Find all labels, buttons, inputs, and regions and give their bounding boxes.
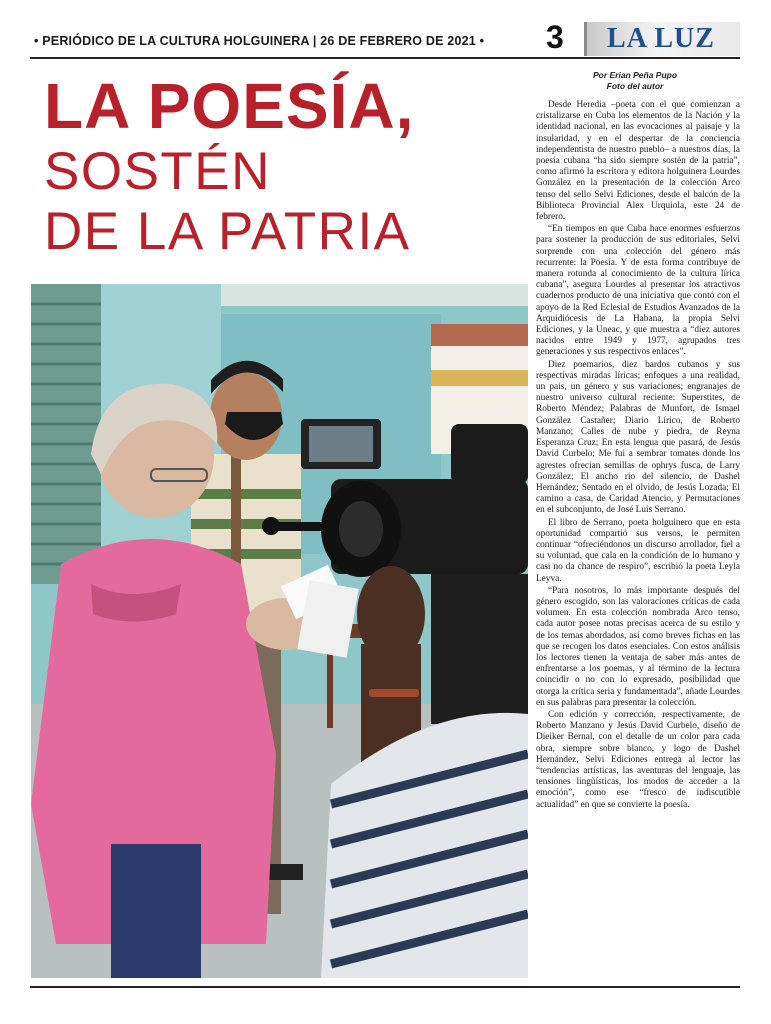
masthead [0, 0, 771, 62]
article-body [536, 100, 740, 980]
article-paragraph: Desde Heredia –poeta con el que comienzan a cristalizarse en Cuba los elementos de la Nación y la identidad nacional, en las evocaciones al paisaje y la insularidad, y en el despertar de la conciencia independentista de nuestro pueblo– a nuestros días, la poesía cubana “ha sido siempre sostén de la patria”, como afirmó la escritora y editora holguinera Lourdes González en la presentación de la colección Arco tenso del sello Selvi Ediciones, desde el balcón de la Biblioteca Provincial Alex Urquiola, este 24 de febrero. [536, 100, 740, 223]
article-paragraph: Diez poemarios, diez bardos cubanos y sus respectivas miradas líricas; enfoques a una realidad, un país, un género y sus variaciones; engranajes de nuestro universo cultural reciente: Superstites, de Roberto Méndez; Palabras de Munfort, de Ismael González Castañer; Diario Lírico, de Roberto Manzano; Calles de nube y piedra, de Reyna Esperanza Cruz; En esta lengua que pasará, de Jesús David Curbelo; Me fui a sembrar tomates donde los agrestes ofrecían semillas de ophrys fusca, de Larry González; El ancho río del silencio, de Dashel Hernández; Sentado en el olvido, de Jesús Lozada; El camino a casa, de Caridad Atencio, y Permutaciones en el subconjunto, de José Luis Serrano. [536, 359, 740, 516]
brand-logo [584, 22, 740, 56]
byline-author: Por Erian Peña Pupo [592, 70, 678, 80]
headline-line-2: SOSTÉN [44, 142, 271, 201]
headline [44, 70, 524, 262]
headline-line-3: DE LA PATRIA [44, 202, 411, 261]
bottom-divider [30, 986, 740, 988]
photo-illustration [31, 284, 528, 978]
article-paragraph: “Para nosotros, lo más importante después del género escogido, son las valoraciones críticas de cada volumen. En esta colección nombrada Arco tenso, cada autor posee notas precisas acerca de su estilo y de los temas abordados, así como breves fichas en las que se recogen los datos esenciales. Con estos análisis los lectores tienen la ventaja de saber más antes de enfrentarse a los poemas, y al término de la lectura coincidir o no con lo expresado, posibilidad que otorga la crítica seria y fundamentada”, añade Lourdes en sus palabras para presentar la colección. [536, 585, 740, 708]
woman-jeans [111, 844, 201, 978]
masthead-section-line: • PERIÓDICO DE LA CULTURA HOLGUINERA | 26 DE FEBRERO DE 2021 • [34, 34, 485, 48]
brand-name: LA LUZ [607, 23, 715, 54]
byline-photo-credit: Foto del autor [606, 81, 664, 91]
balcony-roof [431, 324, 528, 346]
article-paragraph: “En tiempos en que Cuba hace enormes esfuerzos para sostener la producción de sus editoriales, Selvi sorprende con una colección del género más recurrente: la Poesía. Y de esta forma contribuye de manera rotunda al conocimiento de la cultura lírica cubana”, asegura Lourdes al presentar los atractivos cuadernos producto de una iniciativa que contó con el apoyo de la Red Eclesial de Estudios Avanzados de la Arquidiócesis de La Habana, la propia Selvi Ediciones, y la Uneac, y que muestra a “diez autores nacidos entre 1949 y 1977, agrupados tres generaciones y sus respectivos enlaces”. [536, 224, 740, 358]
article-photo [31, 284, 528, 978]
page-number: 3 [546, 19, 564, 55]
article-paragraph: El libro de Serrano, poeta holguinero que en esta oportunidad compartió sus versos, le permiten continuar “ofreciéndonos un discurso arrollador, fiel a su voluntad, que cala en la condición de lo humano y casi no da chance de respiro”, escribió la poeta Leyla Leyva. [536, 517, 740, 584]
article-paragraph: Con edición y corrección, respectivamente, de Roberto Manzano y Jesús David Curbelo, diseño de Dieiker Bernal, con el detalle de un color para cada obra, siempre sobre blanco, y logo de Dashel Hernández, Selvi Ediciones entrega al lector las “tendencias artísticas, las aventuras del lenguaje, las tensiones lingüísticas, los modos de acceder a la emoción”, como ese “fresco de indiscutible actualidad” en que se convierte la poesía. [536, 709, 740, 810]
headline-line-1: LA POESÍA, [44, 70, 415, 142]
top-divider [30, 57, 740, 59]
byline [530, 70, 740, 92]
louvered-window [31, 284, 101, 584]
